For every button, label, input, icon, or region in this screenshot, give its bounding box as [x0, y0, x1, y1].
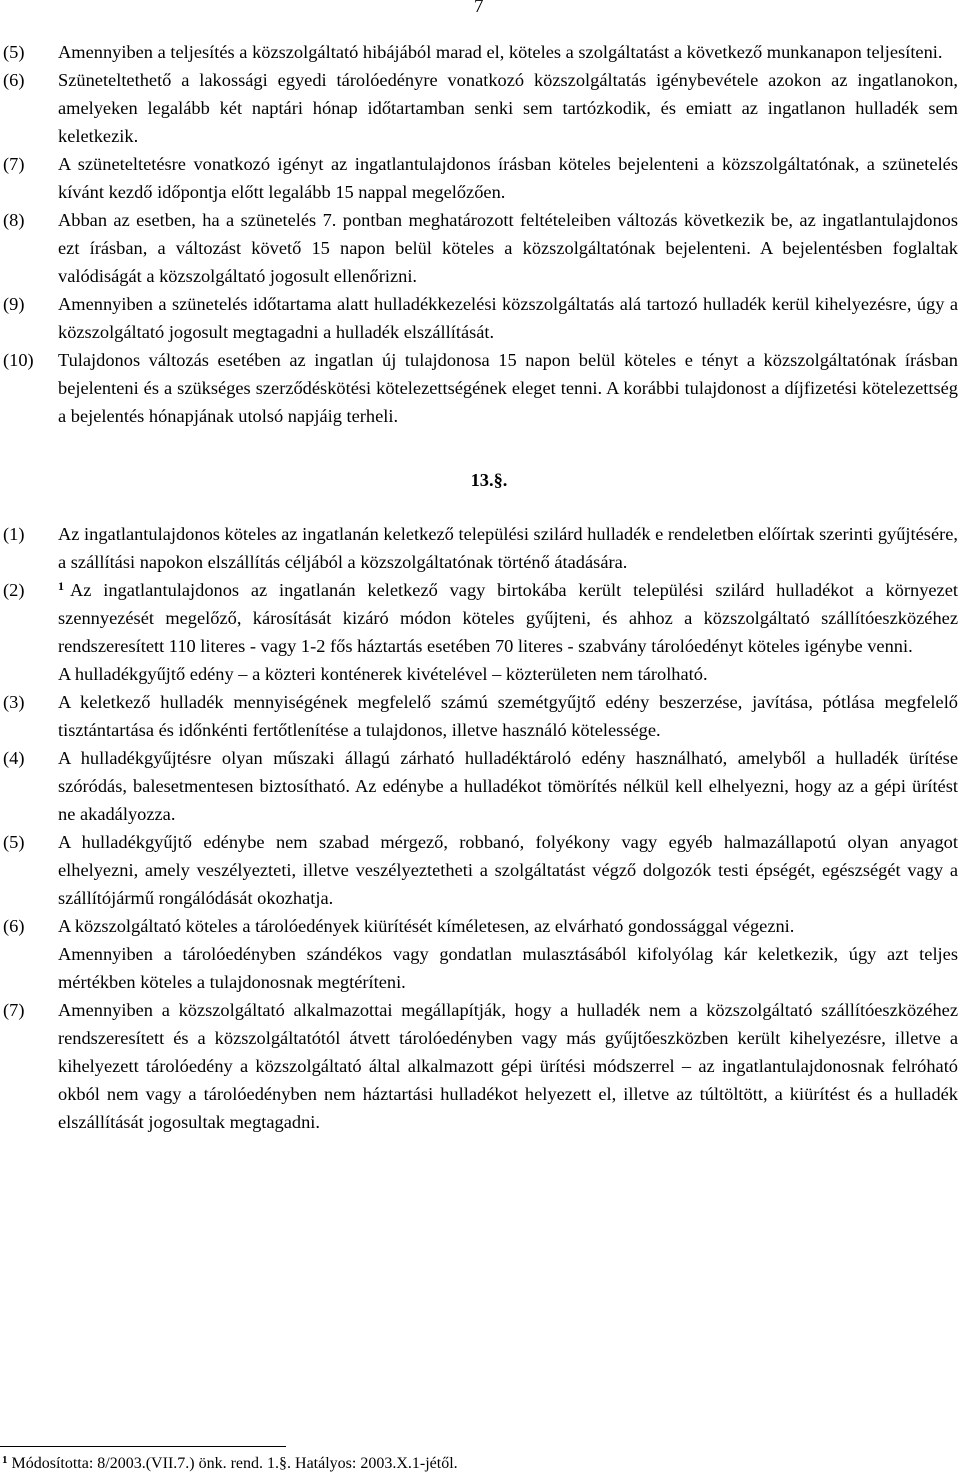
s13-paragraph-5	[0, 828, 958, 912]
s13-paragraph-2	[0, 576, 958, 660]
paragraph-number: (9)	[3, 294, 25, 314]
paragraph-number: (5)	[3, 42, 25, 62]
s13-paragraph-3	[0, 688, 958, 744]
s13-paragraph-6	[0, 912, 958, 940]
paragraph-number: (7)	[3, 1000, 25, 1020]
s13-paragraph-4	[0, 744, 958, 828]
paragraph-number: (5)	[3, 832, 25, 852]
paragraph-number: (8)	[3, 210, 25, 230]
paragraph-8	[0, 206, 958, 290]
footnote-separator	[0, 1446, 286, 1447]
footnote-reference: 1	[58, 579, 64, 593]
paragraph-text: Az ingatlantulajdonos az ingatlanán keletkező vagy birtokába került települési szilárd hulladékot a környezet szennyezését megelőző, károsítását kizáró módon köteles gyűjteni, és ahhoz a közszolgáltató szállítóeszközéhez rendszeresített 110 literes - vagy 1-2 fős háztartás esetében 70 literes - szabvány tárolóedényt köteles igénybe venni.	[58, 580, 958, 656]
footnote	[2, 1454, 458, 1474]
paragraph-text: A közszolgáltató köteles a tárolóedények kiürítését kíméletesen, az elvárható gondossággal végezni.	[58, 916, 795, 936]
paragraph-number: (1)	[3, 524, 25, 544]
paragraph-text: Tulajdonos változás esetében az ingatlan új tulajdonosa 15 napon belül köteles e tényt a közszolgáltatónak írásban bejelenteni és a szükséges szerződéskötési kötelezettségének eleget tenni. A korábbi tulajdonost a díjfizetési kötelezettség a bejelentés hónapjának utolsó napjáig terheli.	[58, 350, 958, 426]
s13-paragraph-6-continuation: Amennyiben a tárolóedényben szándékos vagy gondatlan mulasztásából kifolyólag kár keletkezik, úgy azt teljes mértékben köteles a tulajdonosnak megtéríteni.	[58, 944, 958, 992]
paragraph-number: (6)	[3, 70, 25, 90]
paragraph-number: (2)	[3, 580, 25, 600]
paragraph-text: Szüneteltethető a lakossági egyedi tárolóedényre vonatkozó közszolgáltatás igénybevétele azokon az ingatlanokon, amelyeken legalább két naptári hónap időtartamban senki sem tartózkodik, és emiatt az ingatlanon hulladék sem keletkezik.	[58, 70, 958, 146]
paragraph-9	[0, 290, 958, 346]
paragraph-text: A szüneteltetésre vonatkozó igényt az ingatlantulajdonos írásban köteles bejelenteni a közszolgáltatónak, a szünetelés kívánt kezdő időpontja előtt legalább 15 nappal megelőzően.	[58, 154, 958, 202]
paragraph-text: Abban az esetben, ha a szünetelés 7. pontban meghatározott feltételeiben változás következik be, az ingatlantulajdonos ezt írásban, a változást követő 15 napon belül köteles a közszolgáltatónak bejelenteni. A bejelentésben foglaltak valódiságát a közszolgáltató jogosult ellenőrizni.	[58, 210, 958, 286]
document-body	[0, 38, 958, 1136]
paragraph-text: A keletkező hulladék mennyiségének megfelelő számú szemétgyűjtő edény beszerzése, javítása, pótlása megfelelő tisztántartása és időnkénti fertőtlenítése a tulajdonos, illetve használó kötelessége.	[58, 692, 958, 740]
paragraph-text: Amennyiben a teljesítés a közszolgáltató hibájából marad el, köteles a szolgáltatást a következő munkanapon teljesíteni.	[58, 42, 943, 62]
paragraph-number: (10)	[3, 350, 34, 370]
page-number: 7	[474, 0, 484, 17]
paragraph-number: (7)	[3, 154, 25, 174]
s13-paragraph-7	[0, 996, 958, 1136]
paragraph-text: Amennyiben a szünetelés időtartama alatt hulladékkezelési közszolgáltatás alá tartozó hulladék kerül kihelyezésre, úgy a közszolgáltató jogosult megtagadni a hulladék elszállítását.	[58, 294, 958, 342]
paragraph-text: A hulladékgyűjtő edénybe nem szabad mérgező, robbanó, folyékony vagy egyéb halmazállapotú olyan anyagot elhelyezni, amely veszélyezteti, illetve veszélyeztetheti a szolgáltatást végző dolgozók testi épségét, egészségét vagy a szállítójármű rongálódását okozhatja.	[58, 832, 958, 908]
paragraph-text: A hulladékgyűjtésre olyan műszaki állagú zárható hulladéktároló edény használható, amelyből a hulladék ürítése szóródás, balesetmentesen biztosítható. Az edénybe a hulladékot tömörítés nélkül kell elhelyezni, hogy az a gépi ürítést ne akadályozza.	[58, 748, 958, 824]
paragraph-body	[58, 576, 958, 660]
paragraph-7	[0, 150, 958, 206]
paragraph-number: (4)	[3, 748, 25, 768]
s13-paragraph-1	[0, 520, 958, 576]
footnote-text: Módosította: 8/2003.(VII.7.) önk. rend. 1.§. Hatályos: 2003.X.1-jétől.	[11, 1455, 458, 1472]
paragraph-text: Az ingatlantulajdonos köteles az ingatlanán keletkező települési szilárd hulladék e rendeletben előírtak szerinti gyűjtésére, a szállítási napokon elszállítás céljából a közszolgáltatónak történő átadására.	[58, 524, 958, 572]
section-heading: 13.§.	[470, 470, 508, 490]
paragraph-5	[0, 38, 958, 66]
footnote-marker: 1	[2, 1454, 8, 1466]
paragraph-6	[0, 66, 958, 150]
s13-paragraph-2-continuation: A hulladékgyűjtő edény – a közteri konténerek kivételével – közterületen nem tárolható.	[58, 664, 708, 684]
paragraph-number: (3)	[3, 692, 25, 712]
paragraph-text: Amennyiben a közszolgáltató alkalmazottai megállapítják, hogy a hulladék nem a közszolgáltató szállítóeszközéhez rendszeresített és a közszolgáltatótól átvett tárolóedényben vagy más gyűjtőeszközben került kihelyezésre, illetve a kihelyezett tárolóedény a közszolgáltató által alkalmazott gépi ürítési módszerrel – az ingatlantulajdonosnak felróható okból nem vagy a tárolóedényben nem háztartási hulladékot helyezett el, illetve az túltöltött, a kiürítést és a hulladék elszállítását jogosultak megtagadni.	[58, 1000, 958, 1132]
paragraph-10	[0, 346, 958, 430]
paragraph-number: (6)	[3, 916, 25, 936]
